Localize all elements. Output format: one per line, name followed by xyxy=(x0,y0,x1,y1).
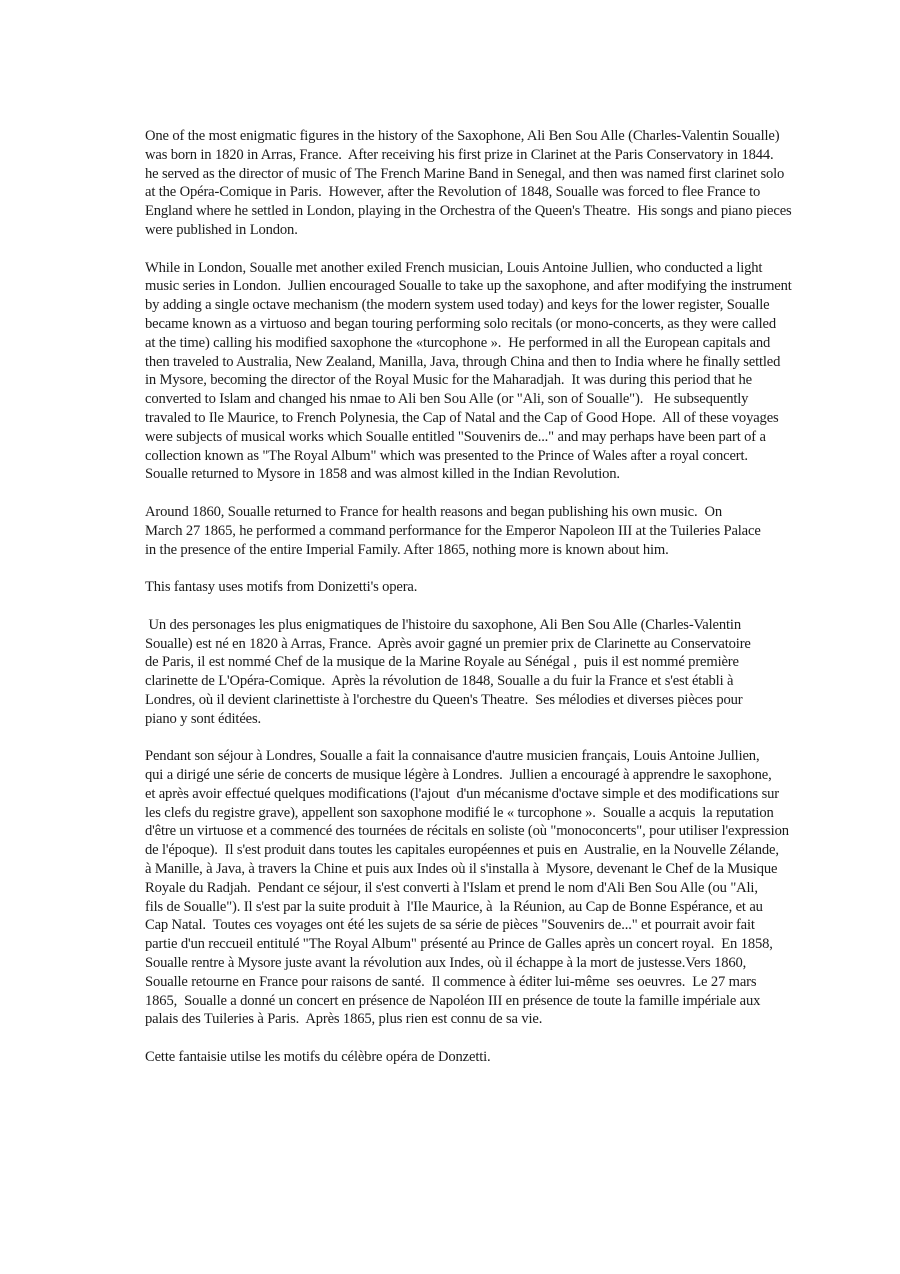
text-line: palais des Tuileries à Paris. Après 1865, plus rien est connu de sa vie. xyxy=(145,1011,543,1028)
document-body xyxy=(145,127,893,1086)
paragraph xyxy=(145,503,893,559)
text-line: Cap Natal. Toutes ces voyages ont été les sujets de sa série de pièces "Souvenirs de..." et pourrait avoir fait xyxy=(145,917,755,934)
text-line: partie d'un reccueil entitulé "The Royal Album" présenté au Prince de Galles après un concert royal. En 1858, xyxy=(145,936,773,953)
text-line: 1865, Soualle a donné un concert en présence de Napoléon III en présence de toute la famille impériale aux xyxy=(145,992,761,1009)
text-line: Un des personages les plus enigmatiques de l'histoire du saxophone, Ali Ben Sou Alle (Charles-Valentin xyxy=(145,616,741,633)
text-line: Londres, où il devient clarinettiste à l'orchestre du Queen's Theatre. Ses mélodies et diverses pièces pour xyxy=(145,691,743,708)
text-line: Soualle) est né en 1820 à Arras, France. Après avoir gagné un premier prix de Clarinette au Conservatoire xyxy=(145,635,751,652)
text-line: then traveled to Australia, New Zealand, Manilla, Java, through China and then to India where he finally settled xyxy=(145,353,781,370)
text-line: Cette fantaisie utilse les motifs du célèbre opéra de Donzetti. xyxy=(145,1049,491,1066)
text-line: fils de Soualle"). Il s'est par la suite produit à l'Ile Maurice, à la Réunion, au Cap de Bonne Espérance, et au xyxy=(145,898,763,915)
text-line: music series in London. Jullien encouraged Soualle to take up the saxophone, and after modifying the instrument xyxy=(145,278,792,295)
text-line: was born in 1820 in Arras, France. After receiving his first prize in Clarinet at the Paris Conservatory in 1844. xyxy=(145,146,774,163)
text-line: piano y sont éditées. xyxy=(145,710,262,727)
text-line: converted to Islam and changed his nmae to Ali ben Sou Alle (or "Ali, son of Soualle"). He subsequently xyxy=(145,391,749,408)
text-line: Around 1860, Soualle returned to France for health reasons and began publishing his own music. On xyxy=(145,503,723,520)
text-line: de l'époque). Il s'est produit dans toutes les capitales européennes et puis en Australie, en la Nouvelle Zélande, xyxy=(145,842,779,859)
text-line: Soualle returned to Mysore in 1858 and was almost killed in the Indian Revolution. xyxy=(145,466,620,483)
paragraph xyxy=(145,127,893,240)
text-line: England where he settled in London, playing in the Orchestra of the Queen's Theatre. His songs and piano pieces xyxy=(145,203,792,220)
text-line: Royale du Radjah. Pendant ce séjour, il s'est converti à l'Islam et prend le nom d'Ali Ben Sou Alle (ou "Ali, xyxy=(145,879,758,896)
text-line: de Paris, il est nommé Chef de la musique de la Marine Royale au Sénégal , puis il est nommé première xyxy=(145,654,739,671)
text-line: in the presence of the entire Imperial Family. After 1865, nothing more is known about him. xyxy=(145,541,669,558)
text-line: Soualle rentre à Mysore juste avant la révolution aux Indes, où il échappe à la mort de justesse.Vers 1860, xyxy=(145,955,747,972)
text-line: at the time) calling his modified saxophone the «turcophone ». He performed in all the European capitals and xyxy=(145,334,771,351)
paragraph xyxy=(145,578,893,597)
text-line: were subjects of musical works which Soualle entitled "Souvenirs de..." and may perhaps have been part of a xyxy=(145,428,766,445)
text-line: While in London, Soualle met another exiled French musician, Louis Antoine Jullien, who conducted a light xyxy=(145,259,763,276)
text-line: d'être un virtuose et a commencé des tournées de récitals en soliste (où "monoconcerts", pour utiliser l'expression xyxy=(145,823,789,840)
paragraph xyxy=(145,1048,893,1067)
text-line: Pendant son séjour à Londres, Soualle a fait la connaisance d'autre musicien français, Louis Antoine Jullien, xyxy=(145,748,760,765)
text-line: qui a dirigé une série de concerts de musique légère à Londres. Jullien a encouragé à apprendre le saxophone, xyxy=(145,767,772,784)
text-line: at the Opéra-Comique in Paris. However, after the Revolution of 1848, Soualle was forced to flee France to xyxy=(145,184,761,201)
text-line: became known as a virtuoso and began touring performing solo recitals (or mono-concerts, as they were called xyxy=(145,315,776,332)
text-line: Soualle retourne en France pour raisons de santé. Il commence à éditer lui-même ses oeuvres. Le 27 mars xyxy=(145,973,757,990)
text-line: he served as the director of music of The French Marine Band in Senegal, and then was named first clarinet solo xyxy=(145,165,785,182)
paragraph xyxy=(145,747,893,1029)
text-line: This fantasy uses motifs from Donizetti's opera. xyxy=(145,579,418,596)
text-line: travaled to Ile Maurice, to French Polynesia, the Cap of Natal and the Cap of Good Hope. All of these voyages xyxy=(145,409,779,426)
paragraph xyxy=(145,259,893,485)
text-line: March 27 1865, he performed a command performance for the Emperor Napoleon III at the Tuileries Palace xyxy=(145,522,761,539)
text-line: in Mysore, becoming the director of the Royal Music for the Maharadjah. It was during this period that he xyxy=(145,372,753,389)
text-line: clarinette de L'Opéra-Comique. Après la révolution de 1848, Soualle a du fuir la France et s'est établi à xyxy=(145,673,734,690)
paragraph xyxy=(145,616,893,729)
text-line: by adding a single octave mechanism (the modern system used today) and keys for the lower register, Soualle xyxy=(145,297,770,314)
text-line: were published in London. xyxy=(145,221,298,238)
text-line: One of the most enigmatic figures in the history of the Saxophone, Ali Ben Sou Alle (Charles-Valentin Soualle) xyxy=(145,128,780,144)
text-line: collection known as "The Royal Album" which was presented to the Prince of Wales after a royal concert. xyxy=(145,447,748,464)
text-line: les clefs du registre grave), appellent son saxophone modifié le « turcophone ». Soualle a acquis la reputation xyxy=(145,804,774,821)
text-line: à Manille, à Java, à travers la Chine et puis aux Indes où il s'installa à Mysore, devenant le Chef de la Musique xyxy=(145,861,778,878)
text-line: et après avoir effectué quelques modifications (l'ajout d'un mécanisme d'octave simple et des modifications sur xyxy=(145,785,779,802)
